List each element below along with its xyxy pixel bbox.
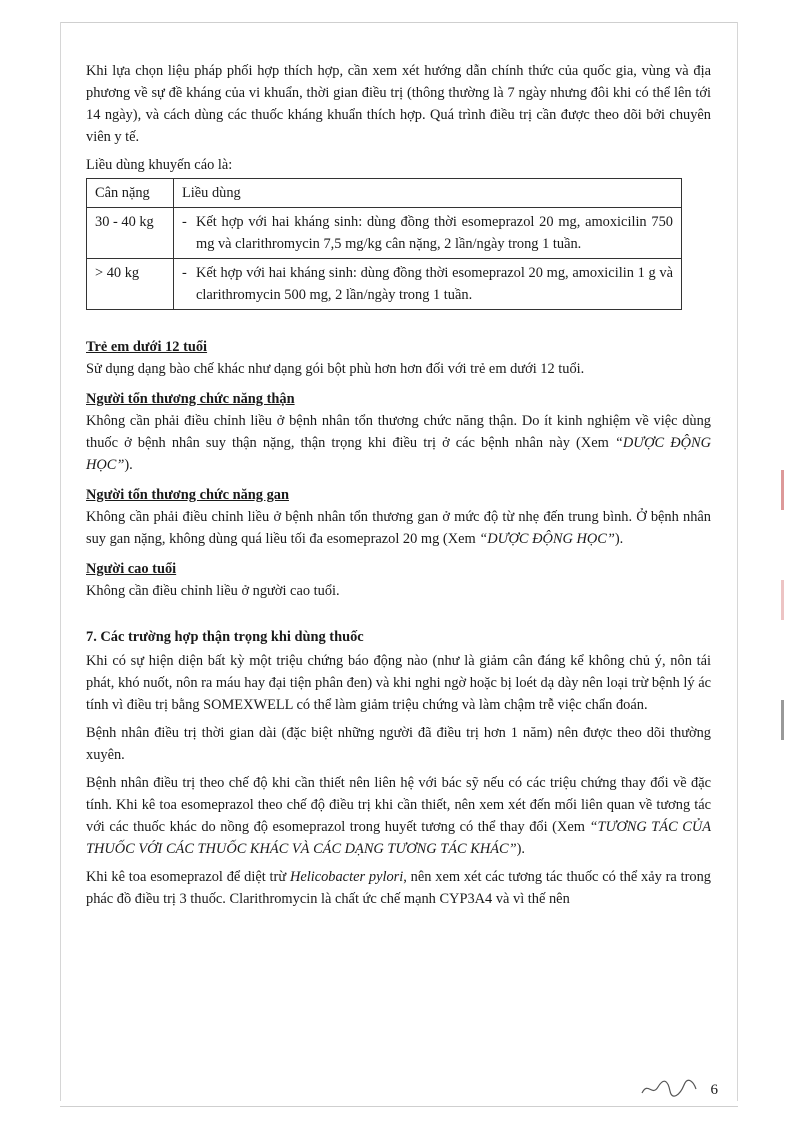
- scan-artifact: [781, 470, 798, 510]
- table-cell-weight: > 40 kg: [87, 259, 174, 310]
- section-7-p3-reference: “TƯƠNG TÁC CỦA THUỐC VỚI CÁC THUỐC KHÁC VÀ CÁC DẠNG TƯƠNG TÁC KHÁC”: [86, 819, 712, 857]
- section-7-title: 7. Các trường hợp thận trọng khi dùng thuốc: [86, 629, 364, 645]
- dose-dash: -: [182, 214, 187, 230]
- section-7-p4-species: Helicobacter pylori: [289, 869, 404, 885]
- table-row: [87, 208, 682, 259]
- document-body: [86, 60, 711, 916]
- scan-frame-right: [737, 22, 738, 1101]
- section-7-p3-text: Bệnh nhân điều trị theo chế độ khi cần thiết nên liên hệ với bác sỹ nếu có các triệu chứng thay đổi về đặc tính. Khi kê toa esomeprazol theo chế độ điều trị khi cần thiết, nên xem xét đến mối liên quan về tương tác với các thuốc khác do nồng độ esomeprazol trong huyết tương có thể thay đổi (Xem: [86, 775, 711, 835]
- renal-text: Không cần phải điều chỉnh liều ở bệnh nhân tổn thương chức năng thận. Do ít kinh nghiệm về việc dùng thuốc ở bệnh nhân suy thận nặng, thận trọng khi điều trị ở các bệnh nhân này (Xem: [86, 413, 711, 451]
- scan-frame-bottom: [60, 1106, 738, 1107]
- scan-artifact: [781, 580, 798, 620]
- renal-reference: “DƯỢC ĐỘNG HỌC”: [86, 435, 711, 473]
- renal-heading: Người tổn thương chức năng thận: [86, 391, 295, 407]
- hepatic-heading: Người tổn thương chức năng gan: [86, 487, 289, 503]
- dose-text: Kết hợp với hai kháng sinh: dùng đồng thời esomeprazol 20 mg, amoxicilin 750 mg và clarithromycin 7,5 mg/kg cân nặng, 2 lần/ngày trong 1 tuần.: [196, 214, 673, 252]
- hepatic-paragraph: [86, 506, 711, 550]
- scan-frame-top: [60, 22, 738, 23]
- hepatic-reference: “DƯỢC ĐỘNG HỌC”: [479, 531, 615, 547]
- children-heading: Trẻ em dưới 12 tuổi: [86, 339, 208, 355]
- dose-table: [86, 178, 682, 310]
- section-7-paragraph-4: [86, 866, 711, 910]
- section-7-paragraph-3: [86, 772, 711, 860]
- table-cell-dose: [174, 259, 682, 310]
- dose-text: Kết hợp với hai kháng sinh: dùng đồng thời esomeprazol 20 mg, amoxicilin 1 g và clarithromycin 500 mg, 2 lần/ngày trong 1 tuần.: [196, 265, 673, 303]
- section-7-paragraph-1: Khi có sự hiện diện bất kỳ một triệu chứng báo động nào (như là giảm cân đáng kể không chủ ý, nôn tái phát, khó nuốt, nôn ra máu hay đại tiện phân đen) và khi nghi ngờ hoặc bị loét dạ dày nên loại trừ bệnh lý ác tính vì điều trị bằng SOMEXWELL có thể làm giảm triệu chứng và làm chậm trễ việc chẩn đoán.: [86, 653, 711, 713]
- table-cell-weight: 30 - 40 kg: [87, 208, 174, 259]
- section-7-p4-text: Khi kê toa esomeprazol để diệt trừ: [86, 869, 290, 885]
- children-paragraph: Sử dụng dạng bào chế khác như dạng gói bột phù hơn hơn đối với trẻ em dưới 12 tuổi.: [86, 361, 585, 377]
- dose-dash: -: [182, 265, 187, 281]
- renal-text-end: ).: [124, 457, 133, 473]
- renal-paragraph: [86, 410, 711, 476]
- scan-artifact: [781, 700, 798, 740]
- table-header-row: [87, 179, 682, 208]
- elderly-heading: Người cao tuổi: [86, 561, 177, 577]
- hepatic-text-end: ).: [614, 531, 624, 547]
- table-row: [87, 259, 682, 310]
- section-7-p3-end: ).: [516, 841, 526, 857]
- section-7-paragraph-2: Bệnh nhân điều trị thời gian dài (đặc biệt những người đã điều trị hơn 1 năm) nên được theo dõi thường xuyên.: [86, 725, 711, 763]
- table-cell-dose: [174, 208, 682, 259]
- page-number: 6: [710, 1082, 718, 1098]
- dose-intro: Liều dùng khuyến cáo là:: [86, 157, 233, 173]
- section-7-p4-end: , nên xem xét các tương tác thuốc có thể xảy ra trong phác đồ điều trị 3 thuốc. Clarithromycin là chất ức chế mạnh CYP3A4 và vì thế nên: [86, 869, 711, 907]
- hepatic-text: Không cần phải điều chỉnh liều ở bệnh nhân tổn thương gan ở mức độ từ nhẹ đến trung bình. Ở bệnh nhân suy gan nặng, không dùng quá liều tối đa esomeprazol 20 mg (Xem: [86, 509, 711, 547]
- table-header-weight: Cân nặng: [87, 179, 174, 208]
- signature-scribble: [640, 1077, 698, 1099]
- intro-paragraph: Khi lựa chọn liệu pháp phối hợp thích hợp, cần xem xét hướng dẫn chính thức của quốc gia, vùng và địa phương về sự đề kháng của vi khuẩn, thời gian điều trị (thông thường là 7 ngày nhưng đôi khi có thể lên tới 14 ngày), và cách dùng các thuốc kháng khuẩn thích hợp. Quá trình điều trị cần được theo dõi bởi chuyên viên y tế.: [86, 63, 711, 145]
- scan-frame-left: [60, 22, 61, 1101]
- table-header-dose: Liều dùng: [174, 179, 682, 208]
- elderly-paragraph: Không cần điều chỉnh liều ở người cao tuổi.: [86, 583, 340, 599]
